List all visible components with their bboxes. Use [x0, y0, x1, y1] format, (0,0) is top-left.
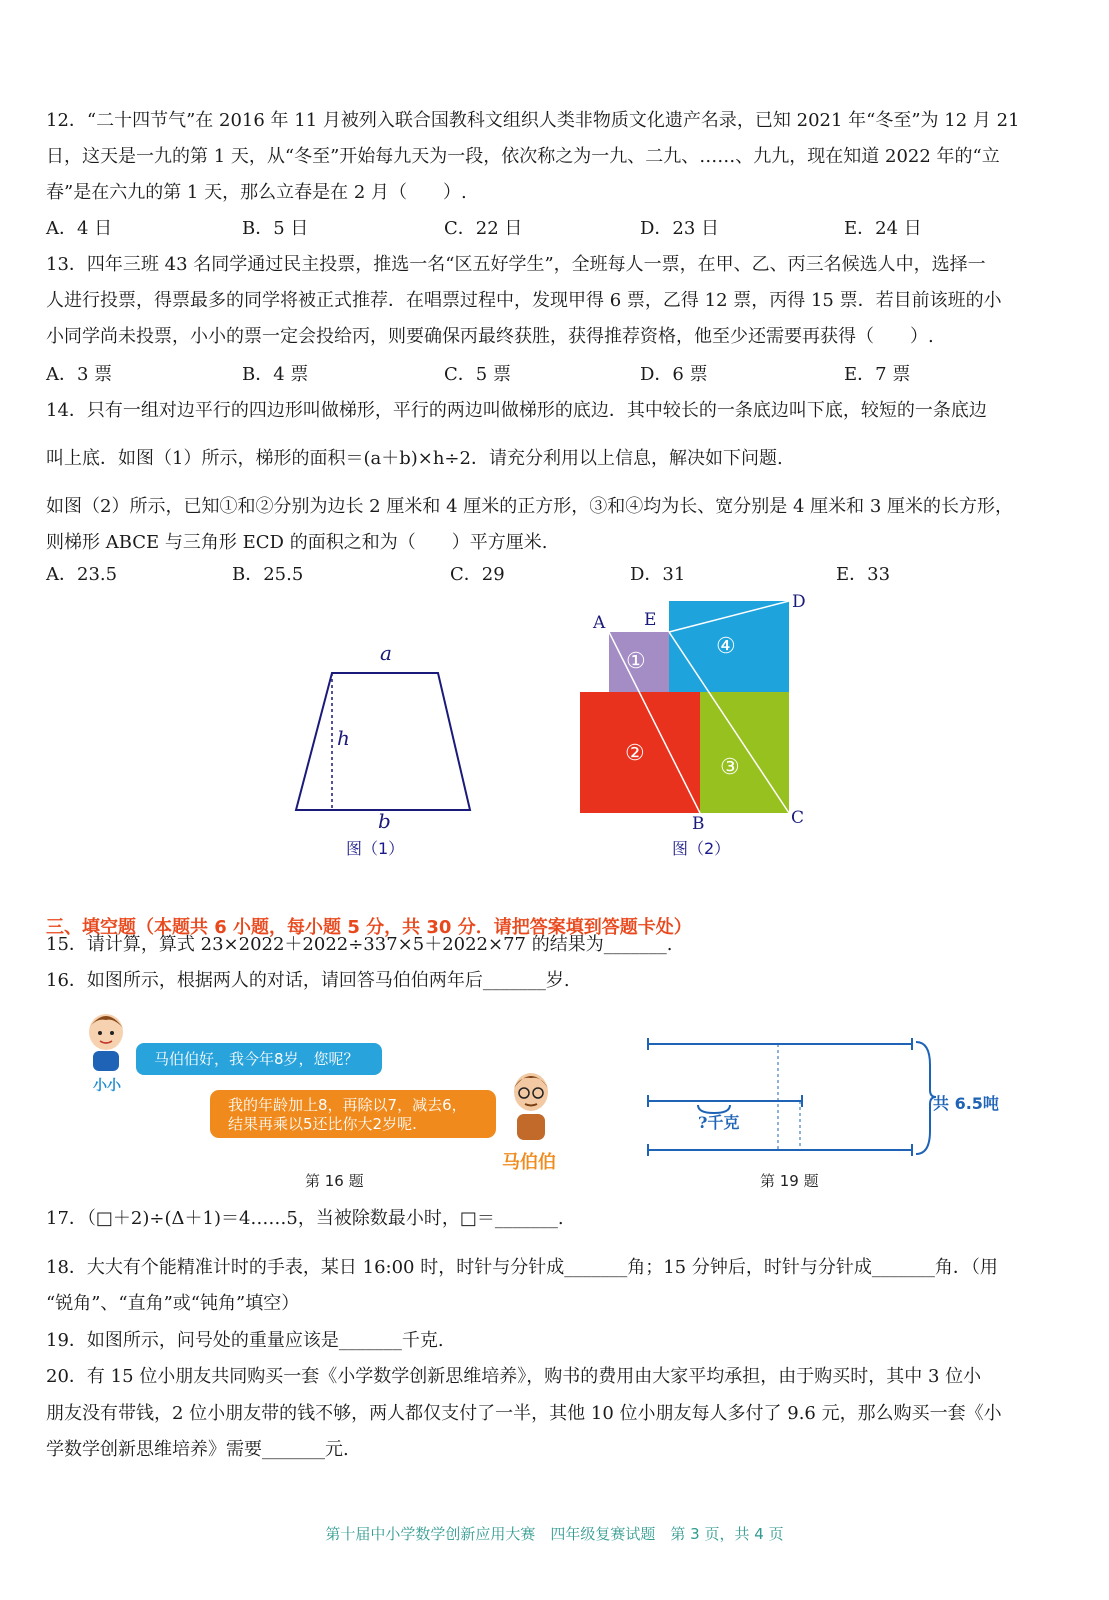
- name-xiaoxiao: 小小: [93, 1078, 121, 1094]
- q17-line: 17．（□＋2)÷(Δ＋1)＝4……5，当被除数最小时，□＝_______.: [46, 1208, 564, 1229]
- q12-option-c: C．22 日: [444, 218, 523, 239]
- speech-bubble-2-line-2: 结果再乘以5还比你大2岁呢.: [228, 1115, 417, 1133]
- q12-line-3: 春”是在六九的第 1 天，那么立春是在 2 月（ ）.: [46, 182, 467, 203]
- q20-line-2: 朋友没有带钱，2 位小朋友带的钱不够，两人都仅支付了一半，其他 10 位小朋友每人多付了 9.6 元，那么购买一套《小: [46, 1403, 1002, 1424]
- region-2-label: ②: [625, 741, 645, 766]
- q20-line-1: 20．有 15 位小朋友共同购买一套《小学数学创新思维培养》，购书的费用由大家平均承担，由于购买时，其中 3 位小: [46, 1366, 982, 1387]
- q13-option-c: C．5 票: [444, 364, 511, 385]
- q13-option-b: B．4 票: [242, 364, 309, 385]
- q20-line-3: 学数学创新思维培养》需要_______元.: [46, 1439, 349, 1460]
- figure-1-caption: 图（1）: [346, 839, 405, 858]
- region-3-label: ③: [720, 755, 740, 780]
- q13-line-1: 13．四年三班 43 名同学通过民主投票，推选一名“区五好学生”，全班每人一票，在甲、乙、丙三名候选人中，选择一: [46, 254, 986, 275]
- figure-19-caption: 第 19 题: [760, 1172, 819, 1190]
- trapezoid-figure: [280, 630, 490, 830]
- q14-option-d: D．31: [630, 564, 686, 585]
- q13-option-d: D．6 票: [640, 364, 708, 385]
- q13-line-2: 人进行投票，得票最多的同学将被正式推荐．在唱票过程中，发现甲得 6 票，乙得 12 票，丙得 15 票．若目前该班的小: [46, 290, 1002, 311]
- q16-line: 16．如图所示，根据两人的对话，请回答马伯伯两年后_______岁.: [46, 970, 570, 991]
- page-footer: 第十届中小学数学创新应用大赛 四年级复赛试题 第 3 页，共 4 页: [325, 1525, 784, 1543]
- q13-option-e: E．7 票: [844, 364, 911, 385]
- region-4-label: ④: [716, 634, 736, 659]
- q14-option-c: C．29: [450, 564, 505, 585]
- point-c: C: [791, 808, 805, 828]
- label-b: b: [378, 809, 391, 830]
- q12-option-e: E．24 日: [844, 218, 922, 239]
- weight-diagram: [640, 1035, 940, 1157]
- point-a: A: [593, 613, 606, 633]
- label-a: a: [380, 641, 392, 665]
- total-weight-label: 共 6.5吨: [933, 1094, 999, 1113]
- q14-line-3: 如图（2）所示，已知①和②分别为边长 2 厘米和 4 厘米的正方形，③和④均为长、宽分别是 4 厘米和 3 厘米的长方形，: [46, 496, 1014, 517]
- q19-line: 19．如图所示，问号处的重量应该是_______千克.: [46, 1330, 444, 1351]
- q14-option-a: A．23.5: [46, 564, 118, 585]
- uncle-avatar: [506, 1066, 556, 1142]
- point-d: D: [792, 592, 806, 612]
- label-h: h: [337, 726, 350, 750]
- q12-line-1: 12．“二十四节气”在 2016 年 11 月被列入联合国教科文组织人类非物质文化遗产名录，已知 2021 年“冬至”为 12 月 21: [46, 110, 1020, 131]
- q12-option-b: B．5 日: [242, 218, 309, 239]
- trapezoid-shape: [296, 673, 470, 810]
- q14-option-e: E．33: [836, 564, 891, 585]
- q12-option-d: D．23 日: [640, 218, 720, 239]
- speech-bubble-2-line-1: 我的年龄加上8，再除以7，减去6，: [228, 1096, 467, 1114]
- figure-2-caption: 图（2）: [672, 839, 731, 858]
- squares-figure: [580, 585, 820, 835]
- region-3: [700, 692, 789, 813]
- q14-line-4: 则梯形 ABCE 与三角形 ECD 的面积之和为（ ）平方厘米.: [46, 532, 548, 553]
- child-avatar: [84, 1010, 128, 1072]
- q14-line-1: 14．只有一组对边平行的四边形叫做梯形，平行的两边叫做梯形的底边．其中较长的一条底边叫下底，较短的一条底边: [46, 400, 987, 421]
- q15-line: 15．请计算，算式 23×2022＋2022÷337×5＋2022×77 的结果为_______.: [46, 934, 673, 955]
- q14-line-2: 叫上底．如图（1）所示，梯形的面积＝(a＋b)×h÷2．请充分利用以上信息，解决如下问题.: [46, 448, 783, 469]
- q14-option-b: B．25.5: [232, 564, 304, 585]
- point-b: B: [692, 814, 705, 834]
- speech-bubble-1: 马伯伯好，我今年8岁，您呢？: [136, 1043, 382, 1075]
- figure-16-caption: 第 16 题: [305, 1172, 364, 1190]
- name-mabobo: 马伯伯: [502, 1152, 556, 1173]
- q13-option-a: A．3 票: [46, 364, 113, 385]
- region-1-label: ①: [626, 649, 646, 674]
- q18-line-2: “锐角”、“直角”或“钝角”填空）: [46, 1293, 300, 1314]
- q13-line-3: 小同学尚未投票，小小的票一定会投给丙，则要确保丙最终获胜，获得推荐资格，他至少还需要再获得（ ）.: [46, 326, 934, 347]
- speech-bubble-2: [210, 1090, 496, 1138]
- q18-line-1: 18．大大有个能精准计时的手表，某日 16:00 时，时针与分针成_______角；15 分钟后，时针与分针成_______角．（用: [46, 1257, 998, 1278]
- section-3-heading: 三、填空题（本题共 6 小题，每小题 5 分，共 30 分．请把答案填到答题卡处）: [46, 917, 692, 938]
- q12-option-a: A．4 日: [46, 218, 113, 239]
- point-e: E: [644, 610, 657, 630]
- q12-line-2: 日，这天是一九的第 1 天，从“冬至”开始每九天为一段，依次称之为一九、二九、……、九九，现在知道 2022 年的“立: [46, 146, 1000, 167]
- unknown-weight-label: ?千克: [698, 1113, 740, 1132]
